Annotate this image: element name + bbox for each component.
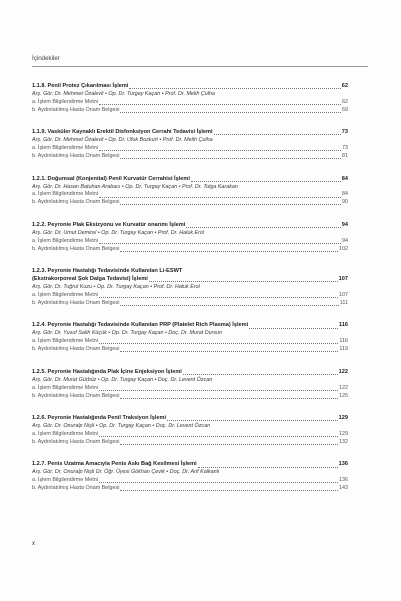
- entry-page: 129: [338, 415, 348, 422]
- sub-entry-page: 129: [339, 430, 348, 437]
- sub-entry-label[interactable]: b. Aydınlatılmış Hasta Onam Belgesi: [32, 199, 120, 206]
- toc-entry: [32, 83, 348, 115]
- dot-leader: [198, 467, 338, 468]
- toc-entry: [32, 369, 348, 401]
- sub-entry-label[interactable]: a. İşlem Bilgilendirme Metni: [32, 430, 98, 437]
- sub-entry-page: 122: [339, 384, 348, 391]
- toc-entry: [32, 176, 348, 208]
- entry-page: 73: [341, 129, 348, 136]
- sub-entry-label[interactable]: b. Aydınlatılmış Hasta Onam Belgesi: [32, 346, 120, 353]
- dot-leader: [183, 374, 338, 375]
- dot-leader: [120, 490, 338, 491]
- toc-entry: [32, 222, 348, 254]
- entry-authors: Arş. Gör. Dr. Umut Demirel • Op. Dr. Turgay Kaçan • Prof. Dr. Haluk Erol: [32, 229, 205, 236]
- sub-entry-page: 69: [342, 106, 348, 113]
- sub-entry-label[interactable]: b. Aydınlatılmış Hasta Onam Belgesi: [32, 392, 120, 399]
- dot-leader: [149, 281, 338, 282]
- entry-title[interactable]: 1.2.4. Peyronie Hastalığı Tedavisinde Kullanılan PRP (Platelet Rich Plasma) İşlemi: [32, 322, 249, 329]
- sub-entry-label[interactable]: a. İşlem Bilgilendirme Metni: [32, 384, 98, 391]
- sub-entry-label[interactable]: b. Aydınlatılmış Hasta Onam Belgesi: [32, 245, 120, 252]
- header-rule: [32, 66, 368, 67]
- dot-leader: [167, 420, 338, 421]
- running-head: İçindekiler: [32, 55, 60, 62]
- entry-title[interactable]: 1.1.8. Penil Protez Çıkarılması İşlemi: [32, 83, 129, 89]
- entry-page: 94: [341, 221, 348, 228]
- sub-entry-label[interactable]: a. İşlem Bilgilendirme Metni: [32, 338, 98, 345]
- toc-entry: [32, 322, 348, 354]
- sub-entry-label[interactable]: b. Aydınlatılmış Hasta Onam Belgesi: [32, 106, 120, 113]
- dot-leader: [99, 436, 338, 437]
- dot-leader: [120, 251, 338, 252]
- sub-entry-label[interactable]: b. Aydınlatılmış Hasta Onam Belgesi: [32, 299, 120, 306]
- dot-leader: [214, 134, 341, 135]
- entry-authors: Arş. Gör. Dr. Murat Gürbüz • Op. Dr. Turgay Kaçan • Doç. Dr. Levent Özcan: [32, 376, 213, 383]
- dot-leader: [120, 158, 341, 159]
- sub-entry-label[interactable]: b. Aydınlatılmış Hasta Onam Belgesi: [32, 485, 120, 492]
- entry-authors: Arş. Gör. Dr. Onuralp Nişli Dr. Öğr. Üyesi Gökhan Çevik • Doç. Dr. Arif Kalkanlı: [32, 469, 220, 476]
- dot-leader: [99, 104, 341, 105]
- sub-entry-page: 107: [339, 291, 348, 298]
- entry-title[interactable]: (Ekstrakorporeal Şok Dalga Tedavisi) İşlemi: [32, 276, 148, 283]
- table-of-contents: [32, 83, 348, 508]
- entry-authors: Arş. Gör. Dr. Onuralp Nişli • Op. Dr. Turgay Kaçan • Doç. Dr. Levent Özcan: [32, 423, 211, 429]
- entry-title[interactable]: 1.1.9. Vasküler Kaynaklı Erektil Disfonksiyon Cerrahi Tedavisi İşlemi: [32, 129, 213, 136]
- dot-leader: [120, 204, 341, 205]
- dot-leader: [120, 444, 338, 445]
- dot-leader: [249, 328, 338, 329]
- sub-entry-page: 143: [339, 485, 348, 492]
- entry-page: 107: [338, 276, 348, 283]
- entry-authors: Arş. Gör. Dr. Mehmet Özalevli • Op. Dr. Ufuk Bozkurt • Prof. Dr. Melih Çulha: [32, 137, 213, 144]
- sub-entry-page: 119: [339, 346, 348, 353]
- entry-title[interactable]: 1.2.2. Peyronie Plak Eksizyonu ve Kurvatür onarımı İşlemi: [32, 221, 186, 228]
- dot-leader: [99, 197, 341, 198]
- entry-authors: Arş. Gör. Dr. Mehmet Özalevli • Op. Dr. Turgay Kaçan • Prof. Dr. Melih Çulha: [32, 90, 215, 97]
- sub-entry-page: 90: [342, 199, 348, 206]
- sub-entry-page: 125: [339, 392, 348, 399]
- dot-leader: [99, 150, 341, 151]
- page-number: x: [32, 541, 35, 547]
- sub-entry-page: 81: [342, 153, 348, 160]
- entry-title[interactable]: 1.2.5. Peyronie Hastalığında Plak İçine Enjeksiyon İşlemi: [32, 368, 182, 375]
- sub-entry-page: 136: [339, 477, 348, 484]
- sub-entry-label[interactable]: a. İşlem Bilgilendirme Metni: [32, 237, 98, 244]
- sub-entry-page: 116: [339, 338, 348, 345]
- entry-authors: Arş. Gör. Dr. Tuğrul Kuzu • Op. Dr. Turgay Kaçan • Prof. Dr. Haluk Erol: [32, 284, 200, 291]
- sub-entry-page: 94: [342, 237, 348, 244]
- sub-entry-page: 132: [339, 438, 348, 445]
- entry-title-line1[interactable]: 1.2.3. Peyronie Hastalığı Tedavisinde Kullanılan Li-ESWT: [32, 268, 183, 275]
- sub-entry-page: 73: [342, 145, 348, 152]
- toc-entry: [32, 268, 348, 308]
- entry-authors: Arş. Gör. Dr. Hasan Batuhan Arabacı • Op. Dr. Turgay Kaçan • Prof. Dr. Tolga Karakan: [32, 183, 238, 190]
- sub-entry-page: 62: [342, 98, 348, 105]
- sub-entry-page: 102: [339, 245, 348, 252]
- dot-leader: [120, 305, 338, 306]
- sub-entry-page: 111: [339, 299, 348, 306]
- entry-page: 62: [341, 83, 348, 89]
- entry-title[interactable]: 1.2.6. Peyronie Hastalığında Penil Traksiyon İşlemi: [32, 415, 166, 422]
- sub-entry-page: 84: [342, 191, 348, 198]
- entry-page: 116: [338, 322, 348, 329]
- entry-authors: Arş. Gör. Dr. Yusuf Salih Küçük • Op. Dr. Turgay Kaçan • Doç. Dr. Murat Dursun: [32, 330, 223, 337]
- dot-leader: [191, 181, 341, 182]
- dot-leader: [120, 398, 338, 399]
- entry-page: 136: [338, 461, 348, 468]
- sub-entry-label[interactable]: a. İşlem Bilgilendirme Metni: [32, 477, 98, 484]
- sub-entry-label[interactable]: b. Aydınlatılmış Hasta Onam Belgesi: [32, 438, 120, 445]
- dot-leader: [186, 227, 340, 228]
- toc-entry: [32, 461, 348, 493]
- entry-title[interactable]: 1.2.7. Penis Uzatma Amacıyla Penis Askı Bağ Kesilmesi İşlemi: [32, 461, 197, 468]
- toc-entry: [32, 415, 348, 447]
- dot-leader: [99, 482, 338, 483]
- dot-leader: [129, 88, 340, 89]
- dot-leader: [120, 112, 341, 113]
- dot-leader: [120, 351, 338, 352]
- sub-entry-label[interactable]: a. İşlem Bilgilendirme Metni: [32, 191, 98, 198]
- entry-title[interactable]: 1.2.1. Doğumsal (Konjenital) Penil Kurvatür Cerrahisi İşlemi: [32, 175, 190, 182]
- dot-leader: [99, 243, 341, 244]
- dot-leader: [99, 343, 338, 344]
- sub-entry-label[interactable]: a. İşlem Bilgilendirme Metni: [32, 291, 98, 298]
- entry-page: 122: [338, 368, 348, 375]
- entry-page: 84: [341, 175, 348, 182]
- sub-entry-label[interactable]: b. Aydınlatılmış Hasta Onam Belgesi: [32, 153, 120, 160]
- dot-leader: [99, 390, 338, 391]
- toc-entry: [32, 129, 348, 161]
- sub-entry-label[interactable]: a. İşlem Bilgilendirme Metni: [32, 145, 98, 152]
- sub-entry-label[interactable]: a. İşlem Bilgilendirme Metni: [32, 98, 98, 105]
- dot-leader: [99, 297, 338, 298]
